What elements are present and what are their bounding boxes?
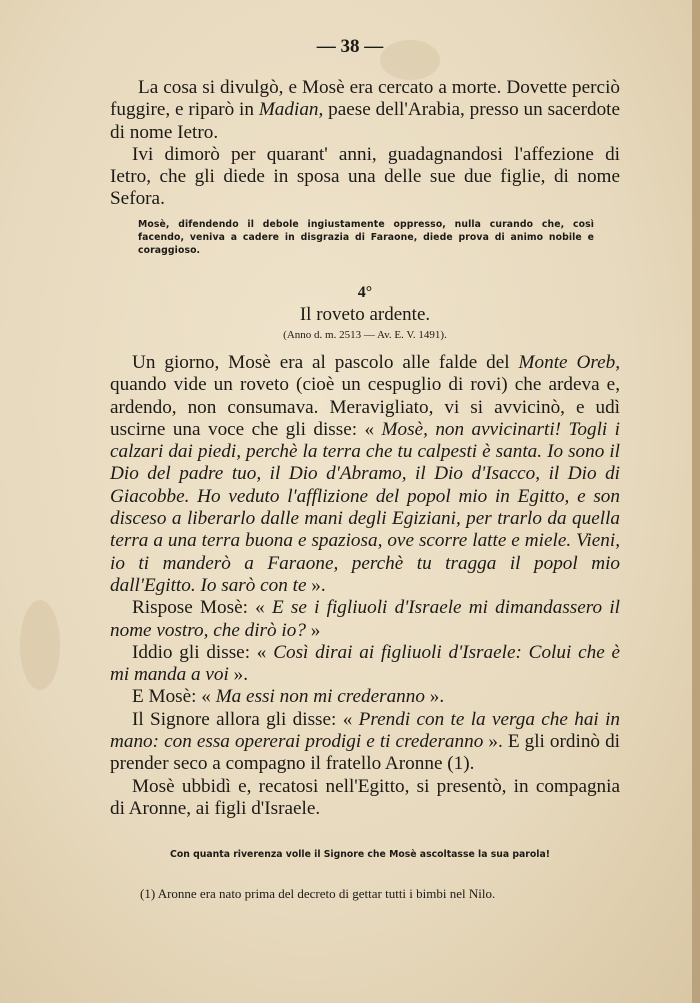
paper-stain	[20, 600, 60, 690]
paragraph: Un giorno, Mosè era al pascolo alle falde del Monte Oreb, quando vide un roveto (cioè un cespuglio di rovi) che ardeva e, ardendo, non consumava. Meravigliato, vi si avvicinò, e udì uscirne una voce che gli disse: « Mosè, non avvicinarti! Togli i calzari dai piedi, perchè la terra che tu calpesti è santa. Io sono il Dio del padre tuo, il Dio d'Abramo, il Dio d'Isacco, il Dio di Giacobbe. Ho veduto l'afflizione del popol mio in Egitto, e son disceso a liberarlo dalle mani degli Egiziani, per trarlo da quella terra a una terra buona e spaziosa, ove scorre latte e miele. Vieni, io ti manderò a Faraone, perchè tu tragga il popol mio dall'Egitto. Io sarò con te ».	[110, 352, 621, 596]
paragraph: La cosa si divulgò, e Mosè era cercato a morte. Dovette perciò fuggire, e riparò in Madian, paese dell'Arabia, presso un sacerdote di nome Ietro.	[110, 77, 621, 143]
main-text	[110, 352, 620, 820]
paragraph: E Mosè: « Ma essi non mi crederanno ».	[132, 686, 445, 708]
section-title: Il roveto ardente.	[299, 304, 431, 325]
footnote: (1) Aronne era nato prima del decreto di gettar tutti i bimbi nel Nilo.	[140, 886, 496, 901]
opening-text	[110, 77, 620, 211]
paragraph: Mosè ubbidì e, recatosi nell'Egitto, si presentò, in compagnia di Aronne, ai figli d'Israele.	[110, 775, 620, 819]
page-number: — 38 —	[316, 36, 384, 57]
paragraph: Iddio gli disse: « Così dirai ai figliuoli d'Israele: Colui che è mi manda a voi ».	[110, 641, 621, 686]
paragraph: Rispose Mosè: « E se i figliuoli d'Israele mi dimandassero il nome vostro, che dirò io? »	[110, 597, 620, 641]
closing-note: Con quanta riverenza volle il Signore che Mosè ascoltasse la sua parola!	[170, 849, 550, 860]
paragraph: Ivi dimorò per quarant' anni, guadagnandosi l'affezione di Ietro, che gli diede in sposa una delle sue due figlie, di nome Sefora.	[110, 143, 620, 210]
section-number: 4°	[357, 284, 373, 301]
moral-note: Mosè, difendendo il debole ingiustamente oppresso, nulla curando che, così facendo, veniva a cadere in disgrazia di Faraone, diede prova di animo nobile e coraggioso.	[138, 219, 594, 256]
paragraph: Il Signore allora gli disse: « Prendi con te la verga che hai in mano: con essa opererai prodigi e ti crederanno ». E gli ordinò di prender seco a compagno il fratello Aronne (1).	[110, 708, 621, 775]
section-date: (Anno d. m. 2513 — Av. E. V. 1491).	[283, 329, 447, 341]
